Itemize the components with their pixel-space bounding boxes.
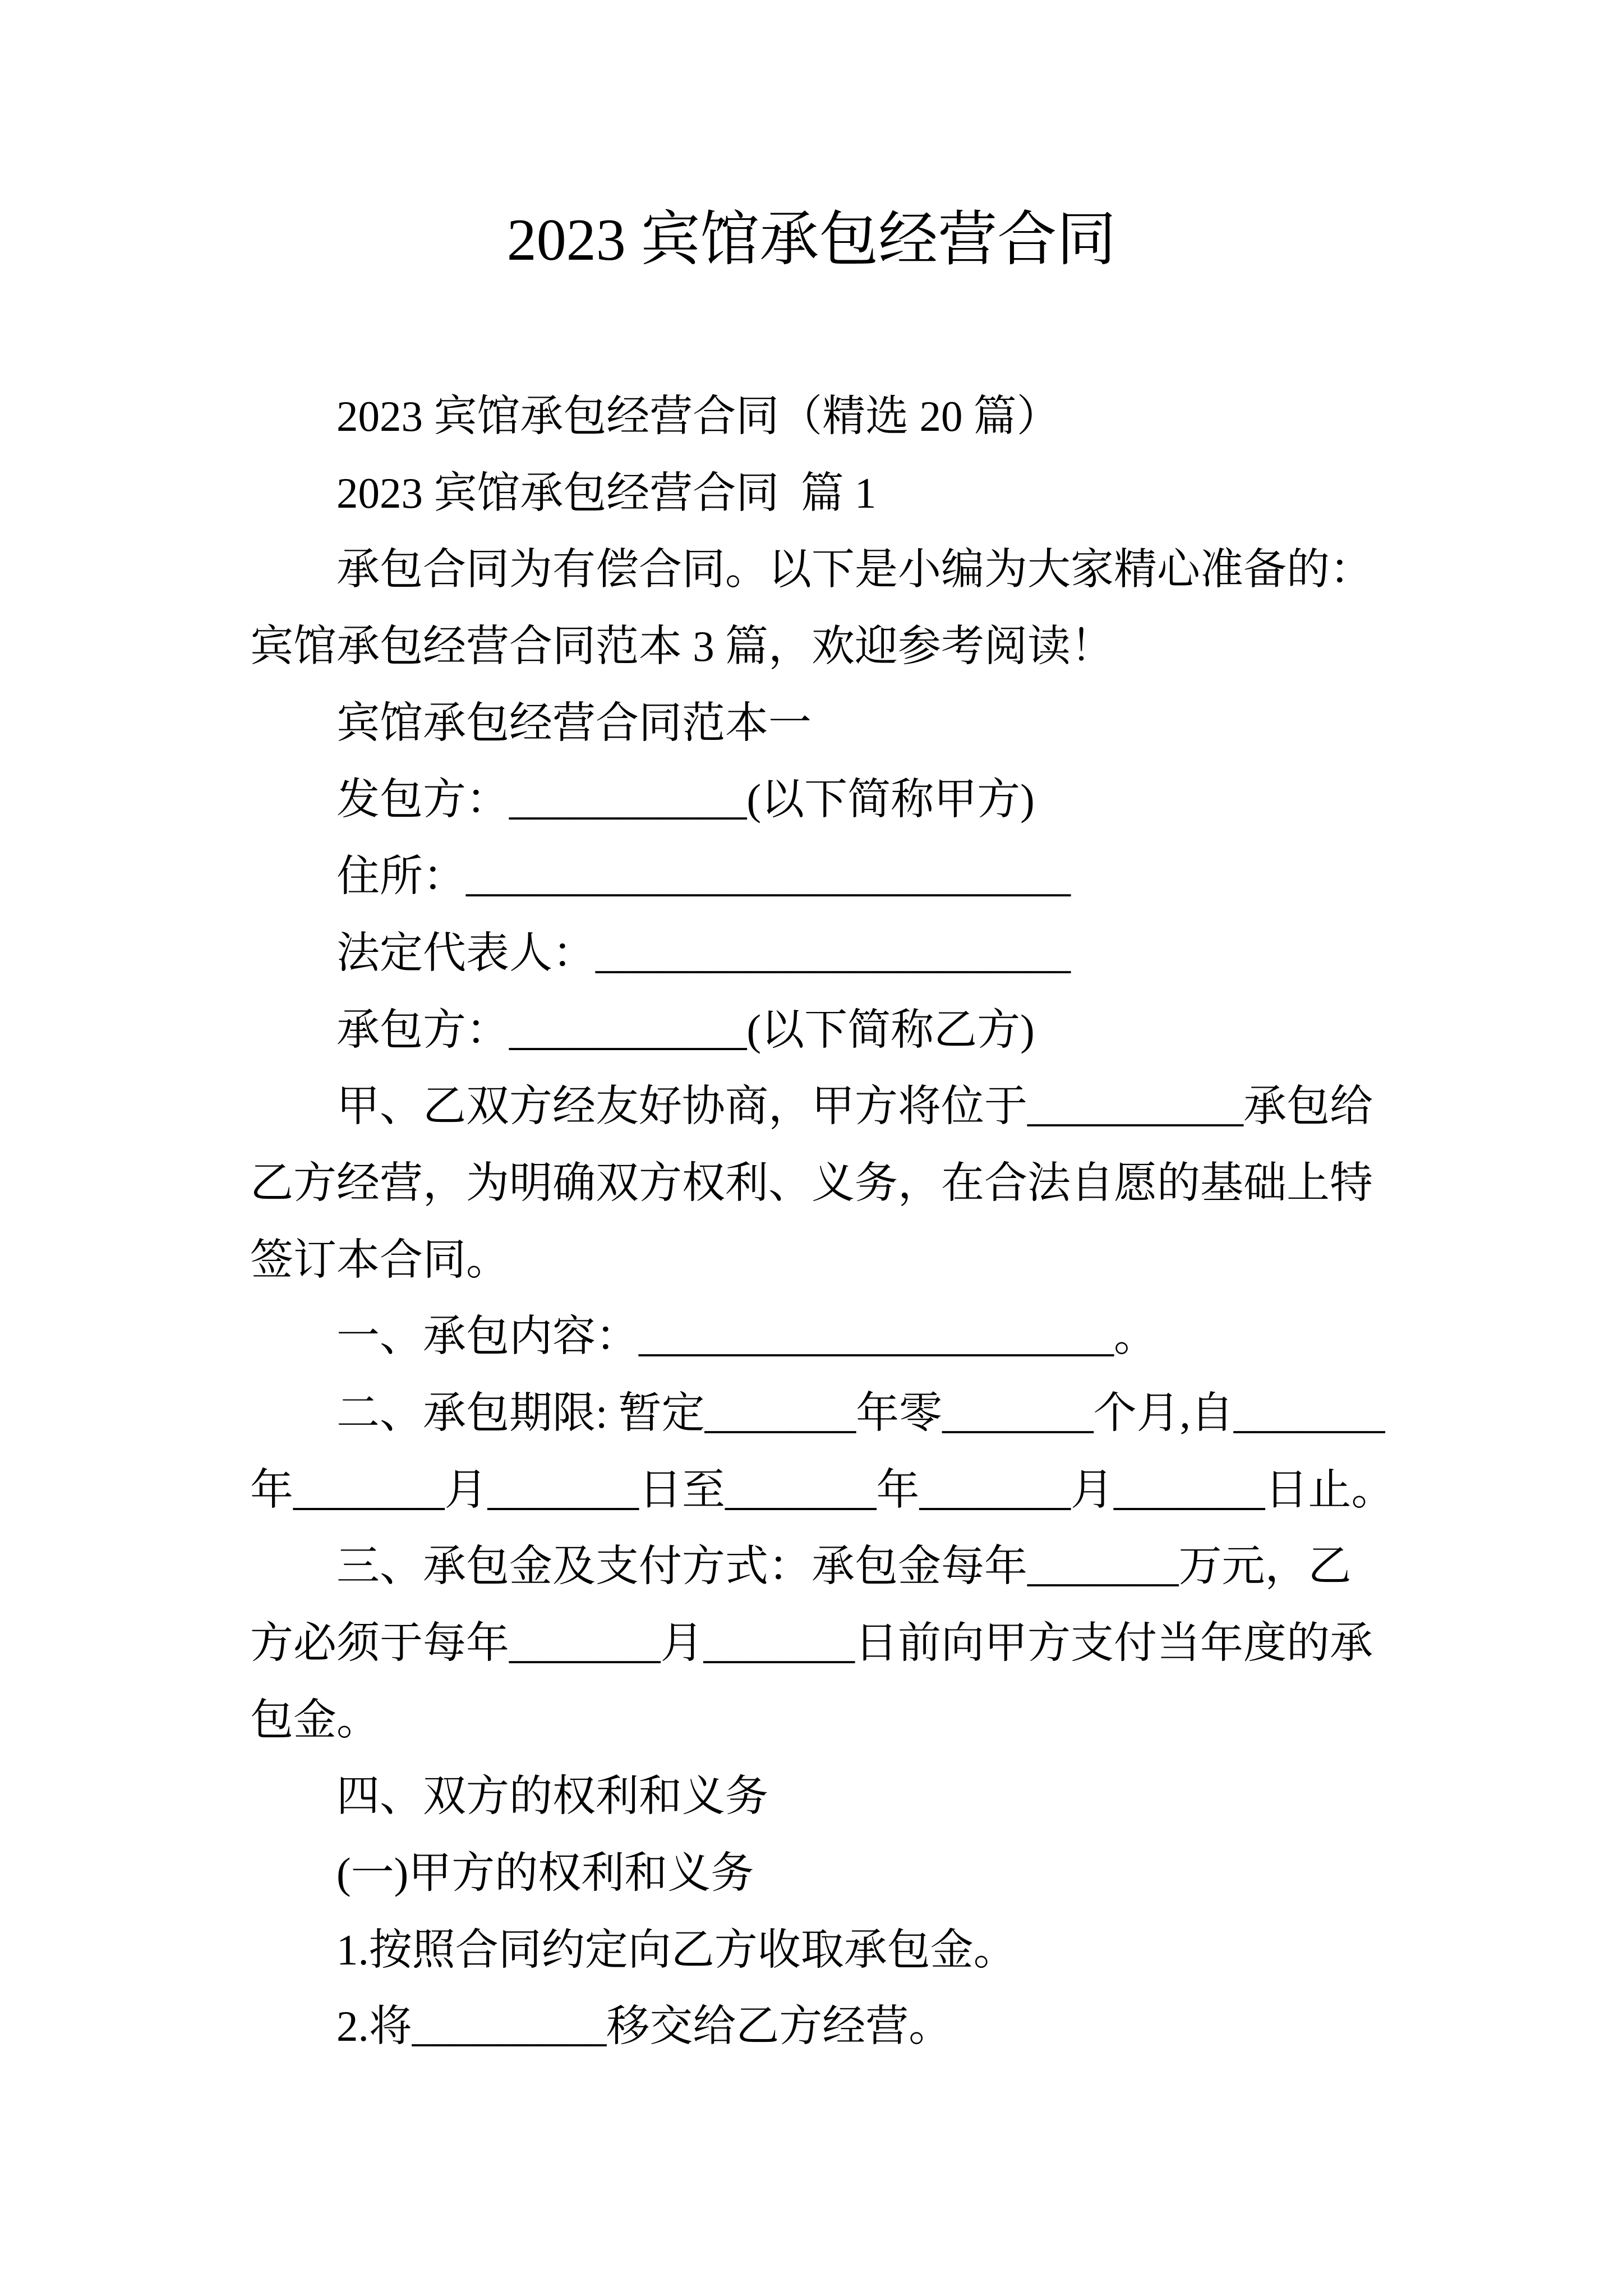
paragraph-template-heading [250,685,1428,762]
document-body [250,378,1428,2065]
paragraph-item-1 [250,1912,1428,1989]
text-line: 1.按照合同约定向乙方收取承包金。 [336,1925,1017,1974]
paragraph-item-2 [250,1988,1428,2065]
text-line: 2.将_________移交给乙方经营。 [336,2002,952,2051]
text-line: 宾馆承包经营合同范本一 [336,698,811,747]
paragraph-intro [250,531,1428,684]
text-line: 四、双方的权利和义务 [336,1772,768,1821]
text-line: 发包方：___________(以下简称甲方) [336,775,1035,824]
text-line: 住所：____________________________ [336,852,1071,901]
text-line: 方必须于每年_______月_______日前向甲方支付当年度的承 [250,1619,1373,1667]
paragraph-clause-1 [250,1298,1428,1375]
text-line: 二、承包期限: 暂定_______年零_______个月,自_______ [336,1388,1385,1437]
paragraph-agreement-preamble [250,1068,1428,1298]
text-line: 一、承包内容：______________________。 [336,1312,1157,1361]
paragraph-section-heading [250,455,1428,532]
text-line: 乙方经营，为明确双方权利、义务，在合法自愿的基础上特 [250,1158,1373,1207]
text-line: 承包合同为有偿合同。以下是小编为大家精心准备的： [336,545,1373,594]
text-line: 甲、乙双方经友好协商，甲方将位于__________承包给 [336,1082,1373,1131]
text-line: 2023 宾馆承包经营合同（精选 20 篇） [336,392,1060,440]
text-line: 年_______月_______日至_______年_______月_______日止。 [250,1465,1395,1514]
paragraph-clause-2 [250,1375,1428,1528]
paragraph-clause-4 [250,1758,1428,1835]
paragraph-collection-title [250,378,1428,455]
text-line: 包金。 [250,1695,380,1744]
text-line: 2023 宾馆承包经营合同 篇 1 [336,468,877,517]
text-line: 承包方：___________(以下简称乙方) [336,1005,1035,1054]
paragraph-party-b [250,992,1428,1069]
paragraph-legal-representative [250,915,1428,992]
text-line: 三、承包金及支付方式：承包金每年_______万元，乙 [336,1542,1352,1591]
text-line: 法定代表人：______________________ [336,928,1071,977]
paragraph-address [250,838,1428,915]
paragraph-clause-3 [250,1528,1428,1758]
paragraph-subclause-a [250,1835,1428,1912]
text-line: 签订本合同。 [250,1235,509,1284]
text-line: (一)甲方的权利和义务 [336,1849,754,1898]
paragraph-party-a [250,761,1428,838]
document-title: 2023 宾馆承包经营合同 [506,207,1117,273]
text-line: 宾馆承包经营合同范本 3 篇，欢迎参考阅读！ [250,622,1114,671]
